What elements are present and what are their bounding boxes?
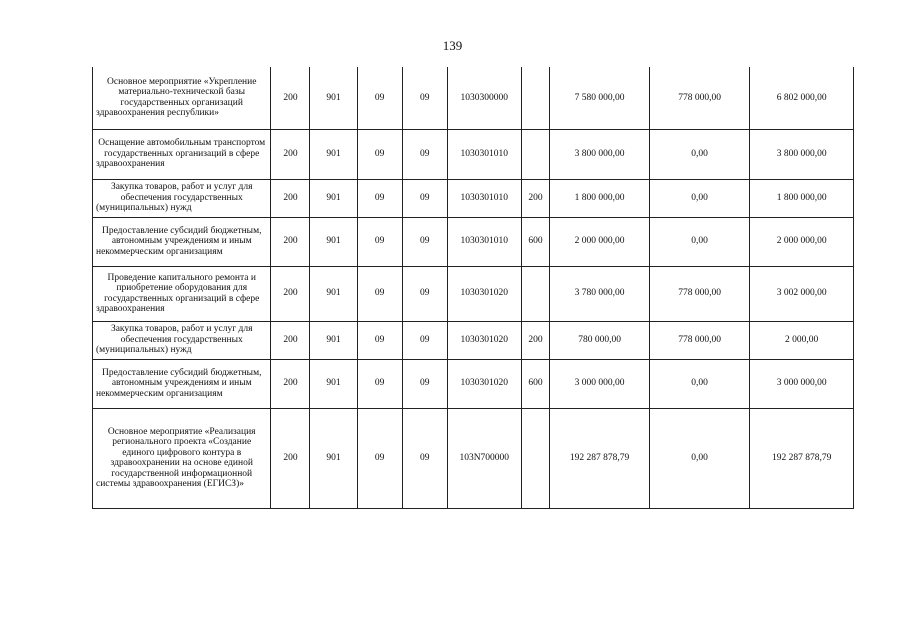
- code-cell: 901: [310, 266, 357, 321]
- code-cell: [521, 129, 550, 179]
- amount-cell: 3 000 000,00: [750, 359, 854, 408]
- code-cell: 103N700000: [447, 408, 521, 508]
- amount-cell: 0,00: [649, 129, 750, 179]
- code-cell: 600: [521, 217, 550, 266]
- code-cell: 09: [402, 359, 447, 408]
- code-cell: 09: [357, 359, 402, 408]
- table-row: [93, 217, 854, 266]
- amount-cell: 192 287 878,79: [550, 408, 649, 508]
- amount-cell: 3 002 000,00: [750, 266, 854, 321]
- code-cell: 09: [357, 266, 402, 321]
- amount-cell: 0,00: [649, 408, 750, 508]
- row-name: Предоставление субсидий бюджетным, автономным учреждениям и иным некоммерческим организациям: [93, 217, 271, 266]
- code-cell: 09: [402, 217, 447, 266]
- code-cell: 09: [357, 408, 402, 508]
- row-name: Оснащение автомобильным транспортом государственных организаций в сфере здравоохранения: [93, 129, 271, 179]
- amount-cell: 3 800 000,00: [750, 129, 854, 179]
- table-row: [93, 179, 854, 217]
- amount-cell: 2 000 000,00: [750, 217, 854, 266]
- code-cell: 1030301020: [447, 321, 521, 359]
- row-name: Закупка товаров, работ и услуг для обеспечения государственных (муниципальных) нужд: [93, 179, 271, 217]
- amount-cell: 3 800 000,00: [550, 129, 649, 179]
- amount-cell: 778 000,00: [649, 266, 750, 321]
- code-cell: 09: [402, 266, 447, 321]
- amount-cell: 7 580 000,00: [550, 67, 649, 129]
- amount-cell: 0,00: [649, 179, 750, 217]
- code-cell: 200: [271, 179, 310, 217]
- amount-cell: 2 000,00: [750, 321, 854, 359]
- amount-cell: 3 000 000,00: [550, 359, 649, 408]
- code-cell: 1030301010: [447, 179, 521, 217]
- code-cell: 200: [271, 67, 310, 129]
- code-cell: 600: [521, 359, 550, 408]
- row-name: Проведение капитального ремонта и приобретение оборудования для государственных организаций в сфере здравоохранения: [93, 266, 271, 321]
- code-cell: 901: [310, 359, 357, 408]
- amount-cell: 192 287 878,79: [750, 408, 854, 508]
- code-cell: 200: [271, 266, 310, 321]
- page-number: 139: [442, 38, 463, 53]
- code-cell: 901: [310, 67, 357, 129]
- code-cell: [521, 67, 550, 129]
- code-cell: 09: [402, 129, 447, 179]
- table-row: [93, 408, 854, 508]
- budget-table: [92, 67, 854, 509]
- code-cell: 901: [310, 217, 357, 266]
- code-cell: 200: [521, 321, 550, 359]
- row-name: Предоставление субсидий бюджетным, автономным учреждениям и иным некоммерческим организациям: [93, 359, 271, 408]
- amount-cell: 6 802 000,00: [750, 67, 854, 129]
- code-cell: 901: [310, 408, 357, 508]
- amount-cell: 1 800 000,00: [550, 179, 649, 217]
- code-cell: 09: [402, 408, 447, 508]
- table-row: [93, 266, 854, 321]
- table-row: [93, 67, 854, 129]
- row-name: Основное мероприятие «Укрепление материально-технической базы государственных организаций здравоохранения республики»: [93, 67, 271, 129]
- row-name: Закупка товаров, работ и услуг для обеспечения государственных (муниципальных) нужд: [93, 321, 271, 359]
- amount-cell: 0,00: [649, 359, 750, 408]
- table-row: [93, 321, 854, 359]
- code-cell: 09: [357, 67, 402, 129]
- code-cell: 09: [402, 179, 447, 217]
- code-cell: 1030300000: [447, 67, 521, 129]
- code-cell: 901: [310, 129, 357, 179]
- code-cell: 901: [310, 179, 357, 217]
- code-cell: 200: [271, 359, 310, 408]
- row-name: Основное мероприятие «Реализация регионального проекта «Создание единого цифрового контура в здравоохранении на основе единой государственной информационной системы здравоохранения (ЕГИСЗ)»: [93, 408, 271, 508]
- code-cell: 09: [357, 179, 402, 217]
- code-cell: 1030301010: [447, 129, 521, 179]
- amount-cell: 2 000 000,00: [550, 217, 649, 266]
- code-cell: 200: [271, 129, 310, 179]
- code-cell: 09: [357, 321, 402, 359]
- code-cell: 200: [521, 179, 550, 217]
- code-cell: 1030301020: [447, 266, 521, 321]
- amount-cell: 0,00: [649, 217, 750, 266]
- code-cell: 09: [357, 217, 402, 266]
- code-cell: 200: [271, 321, 310, 359]
- code-cell: 09: [402, 67, 447, 129]
- amount-cell: 778 000,00: [649, 67, 750, 129]
- code-cell: 200: [271, 217, 310, 266]
- amount-cell: 780 000,00: [550, 321, 649, 359]
- code-cell: 200: [271, 408, 310, 508]
- code-cell: 09: [402, 321, 447, 359]
- amount-cell: 3 780 000,00: [550, 266, 649, 321]
- amount-cell: 1 800 000,00: [750, 179, 854, 217]
- code-cell: [521, 408, 550, 508]
- code-cell: 09: [357, 129, 402, 179]
- code-cell: 901: [310, 321, 357, 359]
- table-row: [93, 129, 854, 179]
- code-cell: 1030301020: [447, 359, 521, 408]
- table-row: [93, 359, 854, 408]
- amount-cell: 778 000,00: [649, 321, 750, 359]
- code-cell: 1030301010: [447, 217, 521, 266]
- code-cell: [521, 266, 550, 321]
